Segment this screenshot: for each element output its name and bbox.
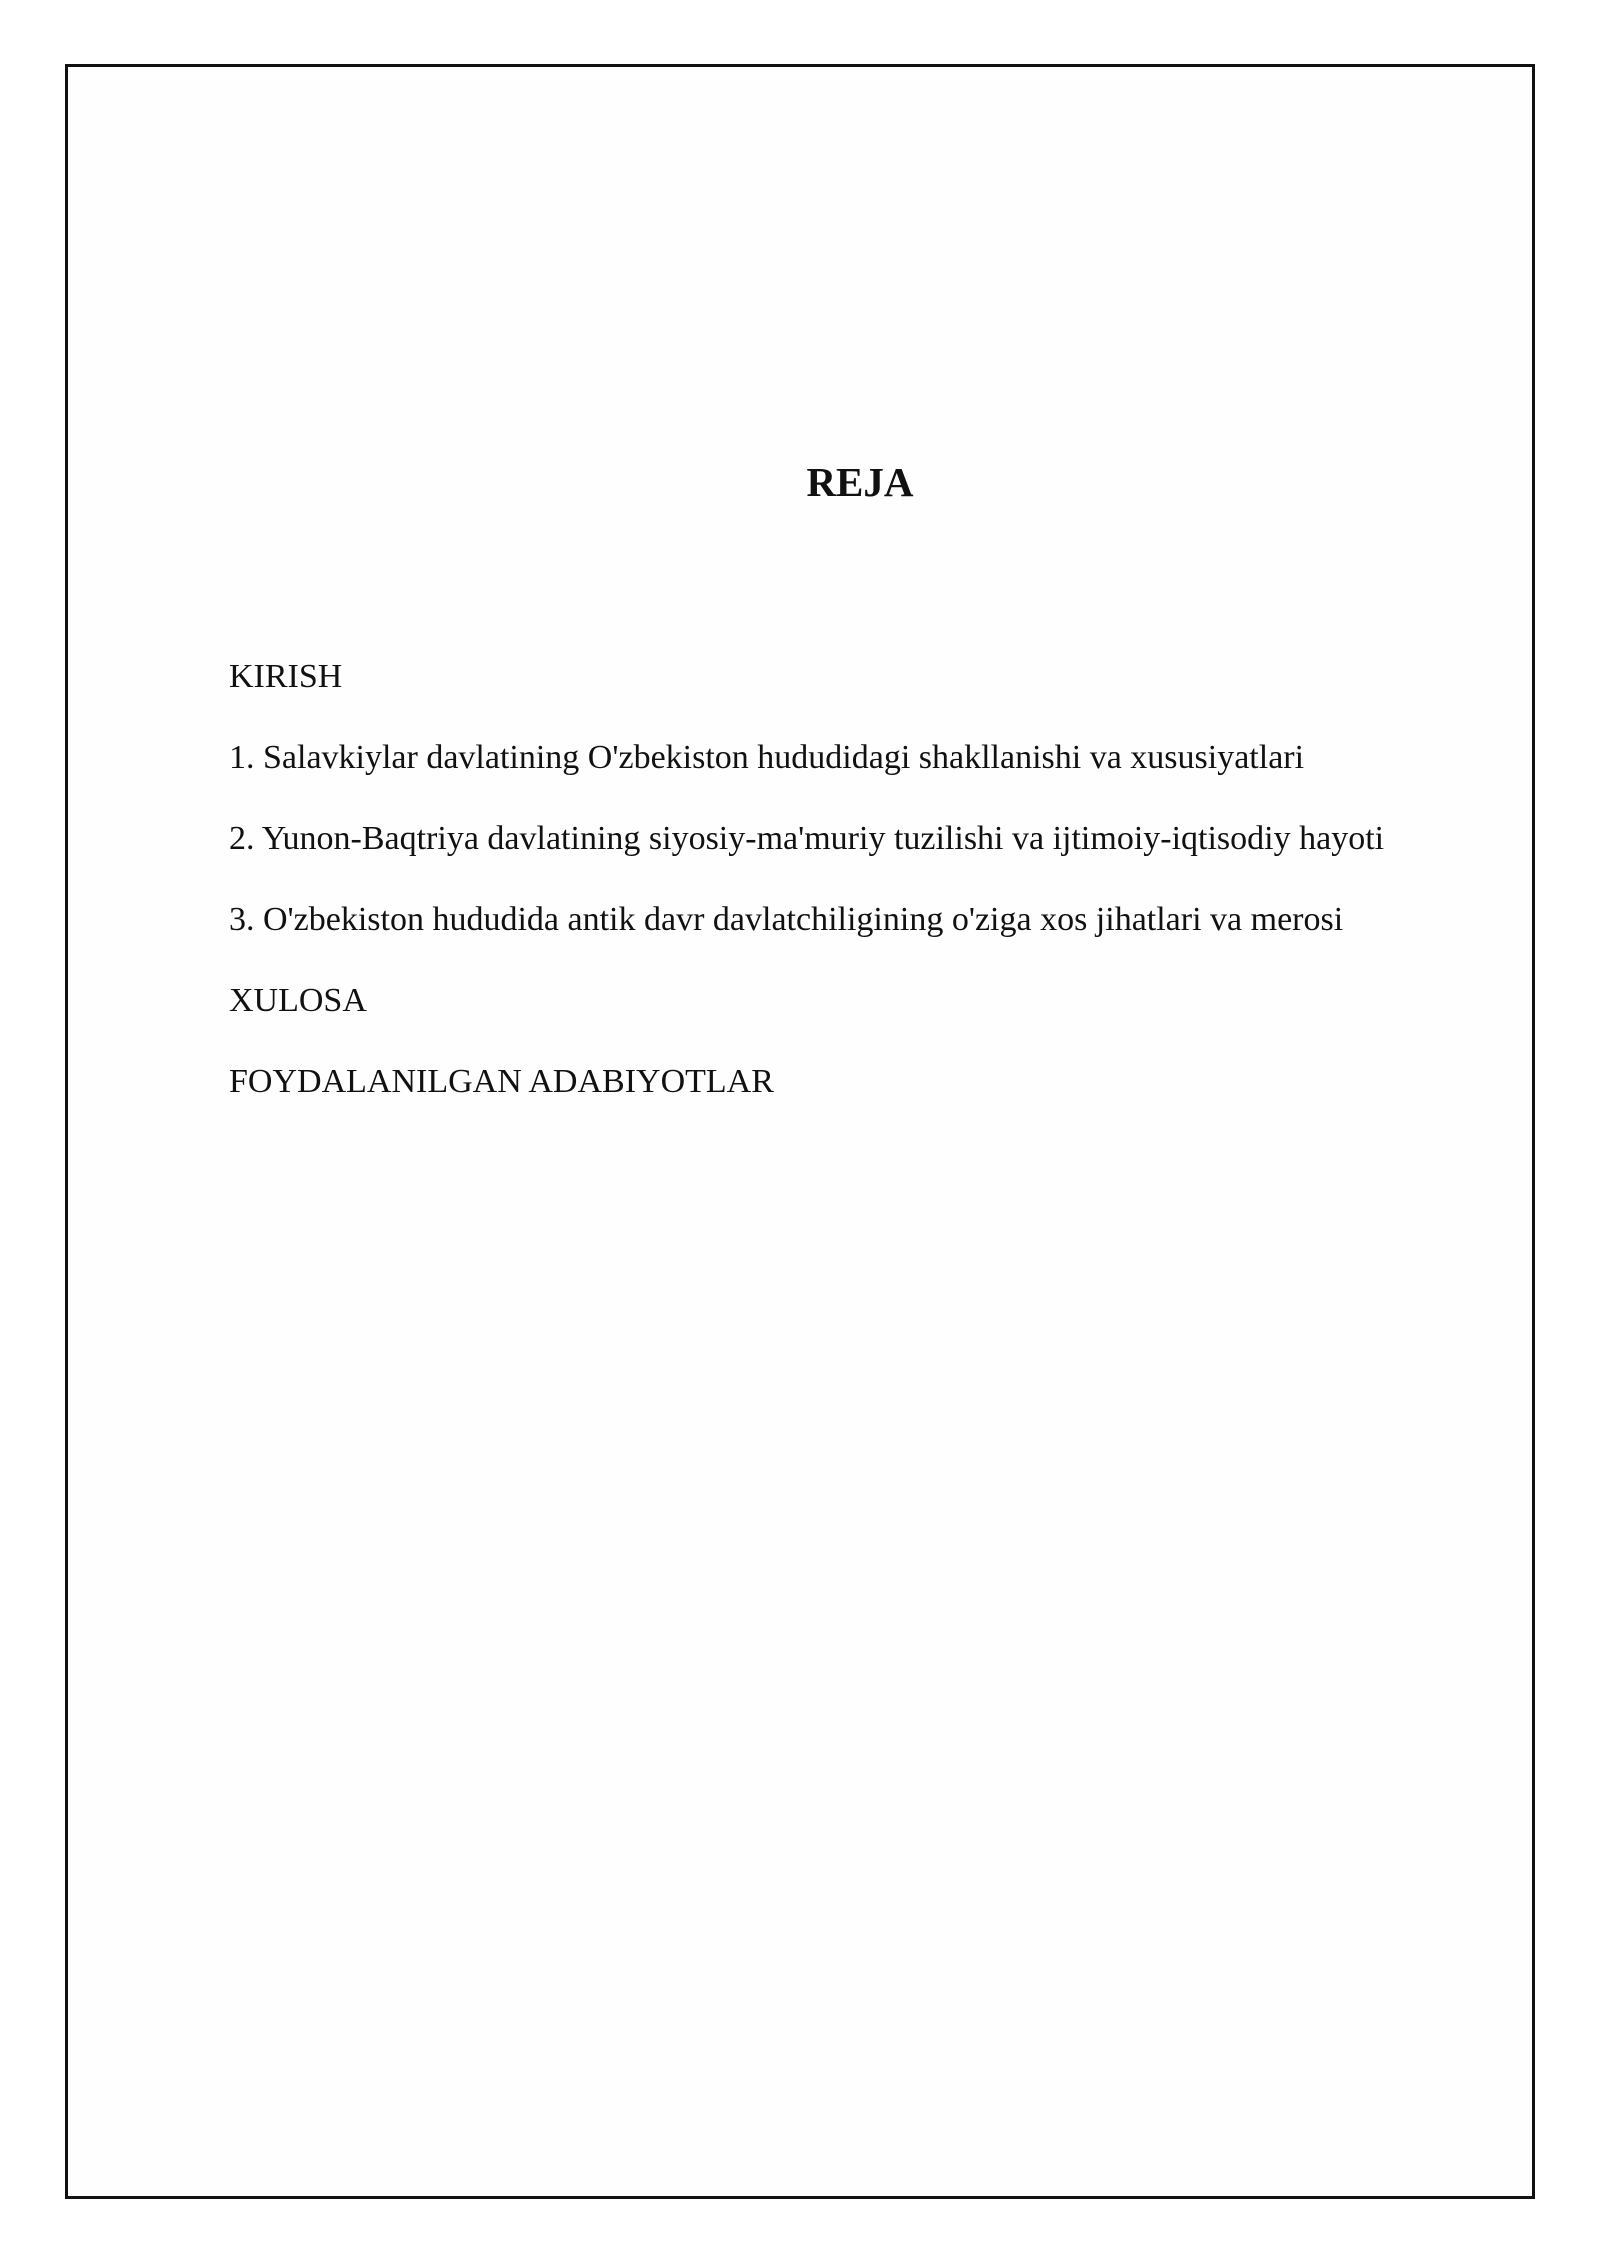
plan-item-conclusion: XULOSA	[229, 982, 367, 1019]
plan-item-3: 3. O'zbekiston hududida antik davr davlatchiligining o'ziga xos jihatlari va merosi	[229, 901, 1344, 938]
plan-list	[229, 644, 1479, 1130]
plan-item-introduction: KIRISH	[229, 658, 343, 695]
plan-item-1: 1. Salavkiylar davlatining O'zbekiston hududidagi shakllanishi va xususiyatlari	[229, 739, 1305, 776]
plan-item-references: FOYDALANILGAN ADABIYOTLAR	[229, 1063, 774, 1100]
page-border-frame	[65, 64, 1535, 2199]
plan-item-2: 2. Yunon-Baqtriya davlatining siyosiy-ma'muriy tuzilishi va ijtimoiy-iqtisodiy hayoti	[229, 820, 1385, 857]
page-title: REJA	[806, 459, 914, 505]
